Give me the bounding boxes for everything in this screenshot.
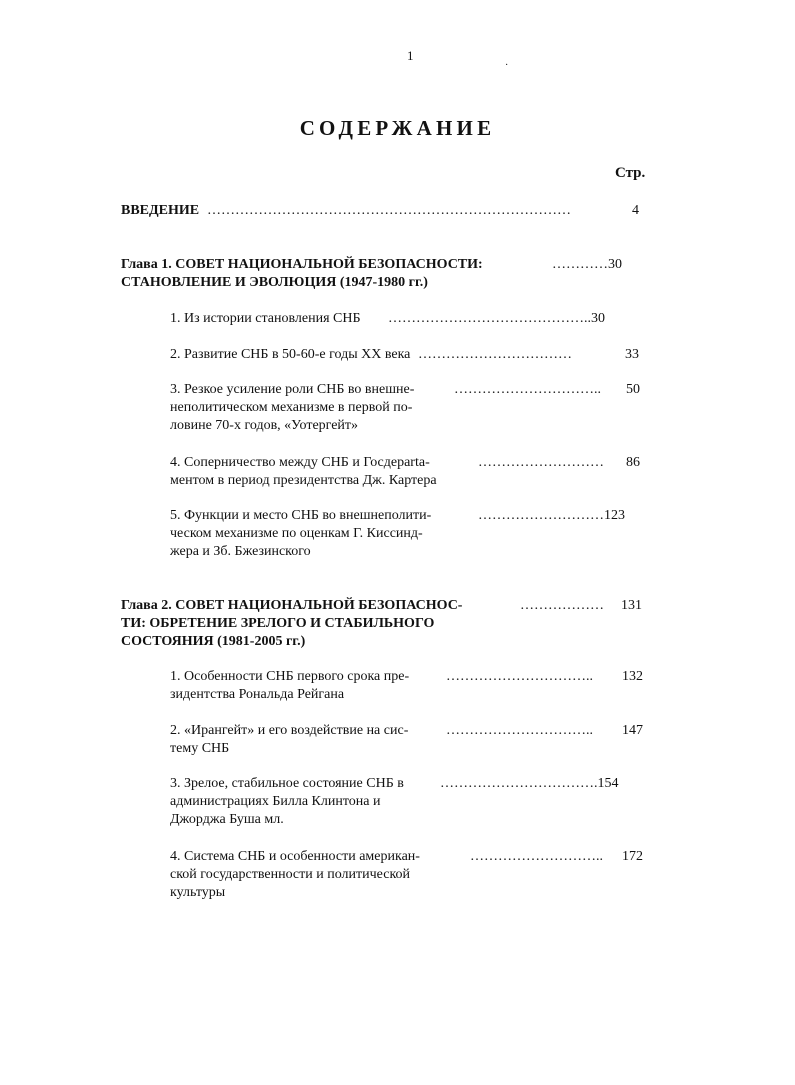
section-2-1-page: 132 bbox=[622, 669, 643, 684]
section-1-4-line-1: 4. Соперничество между СНБ и Госдеparta- bbox=[170, 455, 430, 470]
section-1-3-line-2: неполитическом механизме в первой по- bbox=[170, 400, 413, 415]
chapter-1-leader: …………30 bbox=[552, 257, 622, 272]
section-2-4-line-2: ской государственности и политической bbox=[170, 867, 411, 882]
section-2-4-page: 172 bbox=[622, 849, 643, 864]
chapter-2-leader: ……………… bbox=[520, 598, 604, 613]
chapter-2-title-line-2: ТИ: ОБРЕТЕНИЕ ЗРЕЛОГО И СТАБИЛЬНОГО bbox=[121, 616, 435, 631]
intro-leader: …………………………………………………………………… bbox=[207, 203, 571, 218]
chapter-2-title-line-3: СОСТОЯНИЯ (1981-2005 гг.) bbox=[121, 634, 306, 649]
section-1-3-page: 50 bbox=[626, 382, 640, 397]
toc-title: СОДЕРЖАНИЕ bbox=[299, 116, 496, 140]
section-1-3-line-3: ловине 70-х годов, «Уотергейт» bbox=[170, 418, 359, 433]
chapter-2-page: 131 bbox=[621, 598, 642, 613]
section-1-5-line-3: жера и Зб. Бжезинского bbox=[170, 544, 311, 559]
section-2-1-line-1: 1. Особенности СНБ первого срока пре- bbox=[170, 669, 410, 684]
section-1-2-line-1: 2. Развитие СНБ в 50-60-е годы ХХ века bbox=[170, 347, 411, 362]
section-1-2-page: 33 bbox=[625, 347, 639, 362]
section-2-4-line-1: 4. Система СНБ и особенности американ- bbox=[170, 849, 420, 864]
section-1-4-page: 86 bbox=[626, 455, 640, 470]
page-number: 1 bbox=[407, 48, 414, 63]
intro-label: ВВЕДЕНИЕ bbox=[121, 203, 200, 218]
section-2-3-line-2: администрациях Билла Клинтона и bbox=[170, 794, 381, 809]
section-2-3-leader: …………………………….154 bbox=[440, 776, 619, 791]
section-1-5-leader: ………………………123 bbox=[478, 508, 625, 523]
section-2-2-line-2: тему СНБ bbox=[170, 741, 230, 756]
section-2-2-page: 147 bbox=[622, 723, 643, 738]
section-1-5-line-1: 5. Функции и место СНБ во внешнеполити- bbox=[170, 508, 432, 523]
chapter-2-title-line-1: Глава 2. СОВЕТ НАЦИОНАЛЬНОЙ БЕЗОПАСНОС- bbox=[121, 598, 463, 613]
section-2-2-line-1: 2. «Ирангейт» и его воздействие на сис- bbox=[170, 723, 409, 738]
section-2-3-line-3: Джорджа Буша мл. bbox=[170, 812, 284, 827]
section-2-4-leader: ……………………….. bbox=[470, 849, 603, 864]
section-2-1-line-2: зидентства Рональда Рейгана bbox=[170, 687, 345, 702]
page-column-label: Стр. bbox=[615, 165, 646, 181]
section-1-5-line-2: ческом механизме по оценкам Г. Киссинд- bbox=[170, 526, 423, 541]
section-1-4-leader: ……………………… bbox=[478, 455, 604, 470]
section-2-1-leader: ………………………….. bbox=[446, 669, 593, 684]
section-1-4-line-2: ментом в период президентства Дж. Картера bbox=[170, 473, 437, 488]
section-1-1-line-1: 1. Из истории становления СНБ bbox=[170, 311, 361, 326]
intro-page: 4 bbox=[632, 203, 639, 218]
scan-speck: · bbox=[505, 60, 509, 71]
chapter-1-title-line-1: Глава 1. СОВЕТ НАЦИОНАЛЬНОЙ БЕЗОПАСНОСТИ: bbox=[121, 257, 483, 272]
section-1-1-leader: ……………………………………..30 bbox=[388, 311, 605, 326]
section-1-2-leader: …………………………… bbox=[418, 347, 572, 362]
chapter-1-title-line-2: СТАНОВЛЕНИЕ И ЭВОЛЮЦИЯ (1947-1980 гг.) bbox=[121, 275, 428, 290]
section-2-3-line-1: 3. Зрелое, стабильное состояние СНБ в bbox=[170, 776, 404, 791]
section-2-2-leader: ………………………….. bbox=[446, 723, 593, 738]
section-1-3-leader: ………………………….. bbox=[454, 382, 601, 397]
section-2-4-line-3: культуры bbox=[170, 885, 226, 900]
section-1-3-line-1: 3. Резкое усиление роли СНБ во внешне- bbox=[170, 382, 415, 397]
